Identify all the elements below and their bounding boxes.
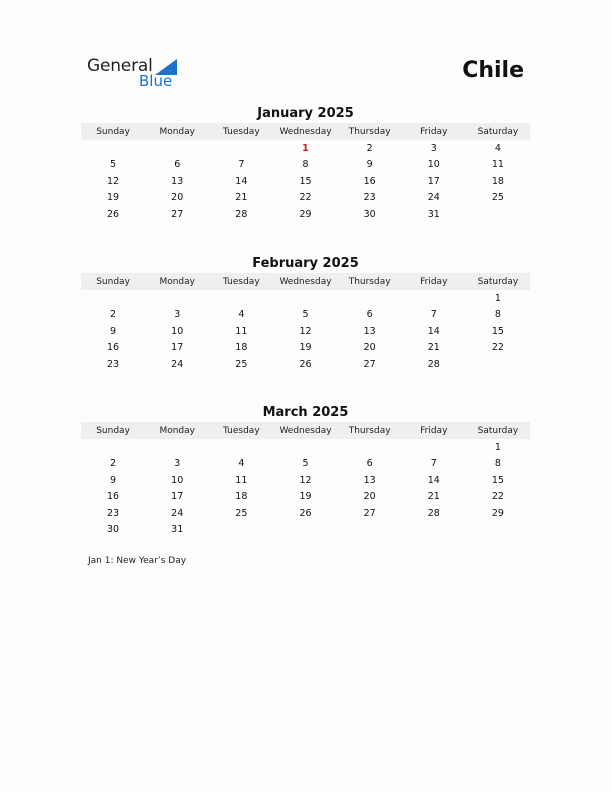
weekday-label: Monday — [159, 126, 195, 137]
day-cell: 5 — [302, 309, 309, 321]
day-cell: 22 — [491, 491, 504, 503]
weekday-label: Wednesday — [279, 126, 332, 137]
day-cell: 27 — [363, 358, 376, 370]
day-cell: 3 — [430, 142, 437, 154]
day-cell: 3 — [174, 458, 181, 470]
day-cell: 12 — [299, 325, 312, 337]
day-cell: 21 — [427, 491, 440, 503]
week-row — [81, 456, 530, 473]
day-cell: 8 — [302, 159, 309, 171]
day-cell: 18 — [235, 491, 248, 503]
weekday-label: Sunday — [96, 126, 130, 137]
week-row — [81, 206, 530, 223]
day-cell: 21 — [427, 342, 440, 354]
day-cell: 4 — [238, 458, 245, 470]
week-row — [81, 140, 530, 157]
day-cell: 25 — [235, 507, 248, 519]
day-cell: 26 — [299, 507, 312, 519]
weekday-label: Thursday — [348, 126, 391, 137]
logo-general-text: General — [87, 56, 153, 76]
day-cell: 17 — [171, 491, 184, 503]
month-title: February 2025 — [252, 256, 359, 271]
day-cell: 26 — [107, 208, 120, 220]
weekday-header — [81, 273, 530, 290]
week-rows — [81, 439, 530, 538]
weekday-label: Friday — [420, 126, 448, 137]
day-cell: 17 — [427, 175, 440, 187]
weekday-label: Saturday — [477, 126, 519, 137]
day-cell: 5 — [302, 458, 309, 470]
day-cell: 11 — [235, 474, 248, 486]
day-cell: 1 — [494, 441, 501, 453]
day-cell: 12 — [299, 474, 312, 486]
day-cell: 3 — [174, 309, 181, 321]
weekday-label: Friday — [420, 276, 448, 287]
day-cell: 14 — [235, 175, 248, 187]
weekday-label: Tuesday — [223, 126, 260, 137]
weekday-label: Thursday — [348, 425, 391, 436]
day-cell: 17 — [171, 342, 184, 354]
day-cell: 16 — [363, 175, 376, 187]
day-cell: 27 — [363, 507, 376, 519]
month-title: March 2025 — [262, 405, 349, 420]
day-cell: 2 — [366, 142, 373, 154]
day-cell: 24 — [171, 358, 184, 370]
day-cell: 9 — [366, 159, 373, 171]
day-cell: 18 — [491, 175, 504, 187]
brand-logo — [87, 56, 187, 92]
day-cell: 23 — [107, 507, 120, 519]
week-row — [81, 173, 530, 190]
weekday-label: Wednesday — [279, 276, 332, 287]
day-cell: 11 — [235, 325, 248, 337]
week-row — [81, 489, 530, 506]
weekday-label: Sunday — [96, 425, 130, 436]
month-calendar — [81, 404, 530, 538]
day-cell: 29 — [299, 208, 312, 220]
day-cell: 10 — [171, 474, 184, 486]
day-cell: 19 — [299, 491, 312, 503]
day-cell: 9 — [110, 474, 117, 486]
month-title: January 2025 — [257, 106, 354, 121]
month-calendar — [81, 255, 530, 373]
day-cell: 31 — [171, 524, 184, 536]
day-cell: 15 — [491, 474, 504, 486]
weekday-label: Sunday — [96, 276, 130, 287]
day-cell: 15 — [299, 175, 312, 187]
week-row — [81, 505, 530, 522]
day-cell: 1 — [302, 142, 309, 154]
day-cell: 16 — [107, 491, 120, 503]
week-row — [81, 323, 530, 340]
day-cell: 22 — [299, 192, 312, 204]
day-cell: 6 — [366, 309, 373, 321]
weekday-label: Monday — [159, 425, 195, 436]
day-cell: 20 — [363, 342, 376, 354]
weekday-label: Wednesday — [279, 425, 332, 436]
country-title: Chile — [462, 58, 524, 83]
day-cell: 4 — [494, 142, 501, 154]
day-cell: 7 — [430, 309, 437, 321]
day-cell: 19 — [107, 192, 120, 204]
week-row — [81, 439, 530, 456]
day-cell: 24 — [427, 192, 440, 204]
day-cell: 8 — [494, 458, 501, 470]
weekday-label: Saturday — [477, 276, 519, 287]
day-cell: 22 — [491, 342, 504, 354]
day-cell: 10 — [427, 159, 440, 171]
day-cell: 7 — [430, 458, 437, 470]
week-row — [81, 157, 530, 174]
weekday-header — [81, 422, 530, 439]
day-cell: 7 — [238, 159, 245, 171]
day-cell: 30 — [107, 524, 120, 536]
weekday-label: Tuesday — [223, 425, 260, 436]
day-cell: 14 — [427, 325, 440, 337]
day-cell: 6 — [366, 458, 373, 470]
day-cell: 29 — [491, 507, 504, 519]
day-cell: 20 — [171, 192, 184, 204]
day-cell: 18 — [235, 342, 248, 354]
day-cell: 25 — [491, 192, 504, 204]
day-cell: 30 — [363, 208, 376, 220]
day-cell: 21 — [235, 192, 248, 204]
day-cell: 8 — [494, 309, 501, 321]
weekday-header — [81, 123, 530, 140]
holiday-note: Jan 1: New Year’s Day — [88, 556, 187, 566]
day-cell: 24 — [171, 507, 184, 519]
day-cell: 11 — [491, 159, 504, 171]
week-row — [81, 290, 530, 307]
day-cell: 6 — [174, 159, 181, 171]
day-cell: 5 — [110, 159, 117, 171]
weekday-label: Tuesday — [223, 276, 260, 287]
week-rows — [81, 290, 530, 373]
weekday-label: Friday — [420, 425, 448, 436]
day-cell: 12 — [107, 175, 120, 187]
week-row — [81, 472, 530, 489]
weekday-label: Thursday — [348, 276, 391, 287]
day-cell: 2 — [110, 458, 117, 470]
day-cell: 19 — [299, 342, 312, 354]
week-row — [81, 340, 530, 357]
day-cell: 4 — [238, 309, 245, 321]
week-row — [81, 307, 530, 324]
day-cell: 9 — [110, 325, 117, 337]
day-cell: 28 — [427, 507, 440, 519]
day-cell: 14 — [427, 474, 440, 486]
week-row — [81, 522, 530, 539]
day-cell: 20 — [363, 491, 376, 503]
day-cell: 15 — [491, 325, 504, 337]
day-cell: 31 — [427, 208, 440, 220]
day-cell: 26 — [299, 358, 312, 370]
week-row — [81, 356, 530, 373]
day-cell: 1 — [494, 292, 501, 304]
day-cell: 2 — [110, 309, 117, 321]
weekday-label: Monday — [159, 276, 195, 287]
day-cell: 23 — [363, 192, 376, 204]
month-calendar — [81, 105, 530, 223]
day-cell: 28 — [235, 208, 248, 220]
week-row — [81, 190, 530, 207]
day-cell: 28 — [427, 358, 440, 370]
day-cell: 27 — [171, 208, 184, 220]
weekday-label: Saturday — [477, 425, 519, 436]
day-cell: 23 — [107, 358, 120, 370]
logo-blue-text: Blue — [139, 72, 173, 90]
day-cell: 25 — [235, 358, 248, 370]
day-cell: 13 — [363, 474, 376, 486]
day-cell: 13 — [171, 175, 184, 187]
day-cell: 16 — [107, 342, 120, 354]
day-cell: 10 — [171, 325, 184, 337]
week-rows — [81, 140, 530, 223]
day-cell: 13 — [363, 325, 376, 337]
